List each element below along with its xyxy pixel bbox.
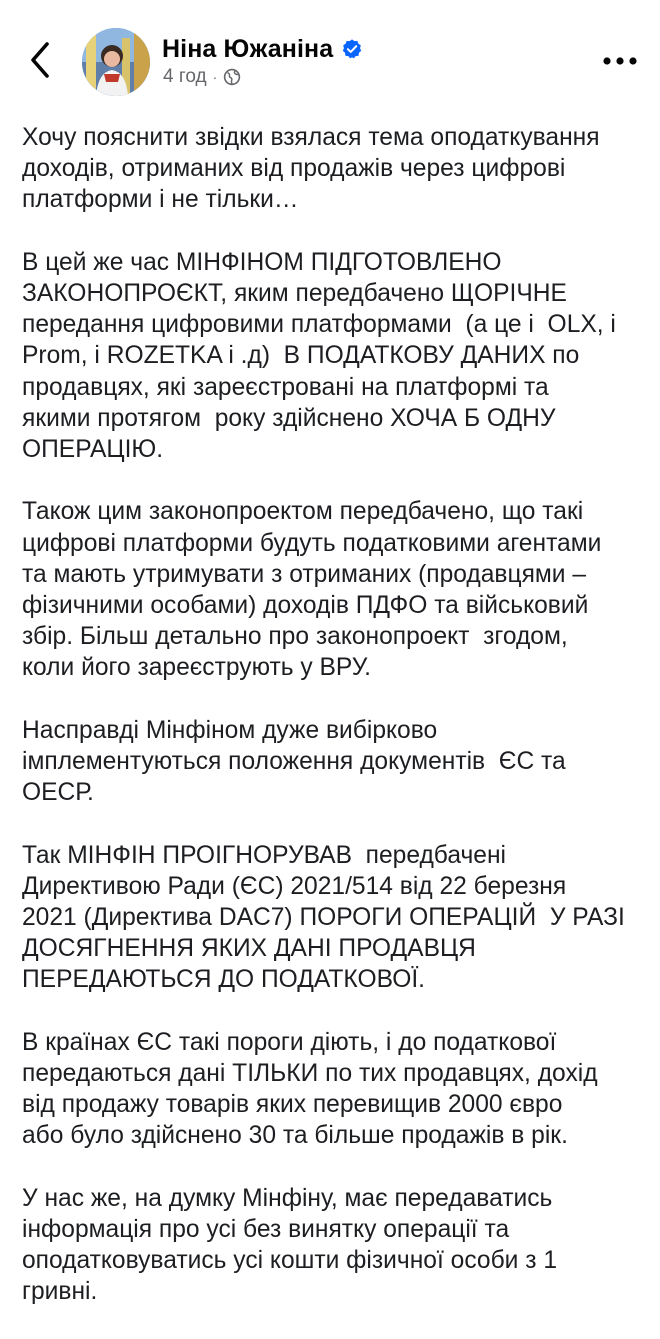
post-text-line: Prom, і ROZETKA і .д) В ПОДАТКОВУ ДАНИХ по bbox=[22, 342, 580, 370]
post-text-line: оподатковуватись усі кошти фізичної особи з 1 bbox=[22, 1247, 558, 1275]
post-text-line: імплементуються положення документів ЄС та bbox=[22, 748, 566, 776]
post-text-line: Так МІНФІН ПРОІГНОРУВАВ передбачені bbox=[22, 841, 507, 869]
post-text-line: Також цим законопроектом передбачено, що такі bbox=[22, 498, 584, 526]
avatar[interactable] bbox=[82, 28, 150, 96]
post-text-line: Насправді Мінфіном дуже вибірково bbox=[22, 716, 438, 744]
post-paragraph bbox=[22, 496, 644, 683]
post-text-line: від продажу товарів яких перевищив 2000 євро bbox=[22, 1091, 563, 1119]
post-text-line: доходів, отриманих від продажів через цифрові bbox=[22, 155, 566, 183]
chevron-left-icon bbox=[22, 38, 62, 82]
post-text-line: продавцях, які зареєстровані на платформі та bbox=[22, 373, 549, 401]
post-timestamp[interactable]: 4 год bbox=[163, 66, 207, 87]
meta-separator: · bbox=[212, 69, 218, 85]
post-text-line: або було здійснено 30 та більше продажів в рік. bbox=[22, 1122, 568, 1150]
post-text-line: коли його зареєструють у ВРУ. bbox=[22, 654, 371, 682]
post-text-line: цифрові платформи будуть податковими агентами bbox=[22, 529, 602, 557]
post-text-line: гривні. bbox=[22, 1278, 98, 1306]
post-text-line: фізичними особами) доходів ПДФО та військовий bbox=[22, 592, 589, 620]
post-text-line: ДОСЯГНЕННЯ ЯКИХ ДАНІ ПРОДАВЦЯ bbox=[22, 935, 476, 963]
author-row bbox=[162, 32, 363, 66]
post-text-line: В цей же час МІНФІНОМ ПІДГОТОВЛЕНО bbox=[22, 248, 502, 276]
post-text-line: якими протягом року здійснено ХОЧА Б ОДНУ bbox=[22, 404, 556, 432]
more-horizontal-icon bbox=[600, 48, 640, 74]
post-paragraph bbox=[22, 1183, 644, 1308]
post-text-line: В країнах ЄС такі пороги діють, і до податкової bbox=[22, 1028, 557, 1056]
post-paragraph bbox=[22, 840, 644, 996]
post-text-line: ОПЕРАЦІЮ. bbox=[22, 436, 164, 464]
post-meta bbox=[163, 64, 241, 90]
post-text-line: інформація про усі без винятку операції та bbox=[22, 1216, 510, 1244]
post-paragraph bbox=[22, 122, 644, 216]
verified-badge-icon bbox=[341, 38, 363, 60]
post-header bbox=[0, 0, 660, 118]
post-text-line: У нас же, на думку Мінфіну, має передаватись bbox=[22, 1184, 553, 1212]
post-text-line: платформи і не тільки… bbox=[22, 186, 299, 214]
post-text-line: ОЕСР. bbox=[22, 779, 94, 807]
post-paragraph bbox=[22, 715, 644, 809]
post-text-line: Хочу пояснити звідки взялася тема оподаткування bbox=[22, 124, 600, 151]
post-text bbox=[22, 122, 644, 1339]
post-text-line: Директивою Ради (ЄС) 2021/514 від 22 березня bbox=[22, 872, 567, 900]
post-text-line: передаються дані ТІЛЬКИ по тих продавцях, дохід bbox=[22, 1060, 598, 1088]
author-name[interactable]: Ніна Южаніна bbox=[162, 34, 334, 63]
back-button[interactable] bbox=[22, 38, 62, 82]
post-text-line: збір. Більш детально про законопроект згодом, bbox=[22, 623, 568, 651]
post-text-line: ПЕРЕДАЮТЬСЯ ДО ПОДАТКОВОЇ. bbox=[22, 966, 425, 994]
globe-icon[interactable] bbox=[223, 68, 241, 86]
post-text-line: ЗАКОНОПРОЄКТ, яким передбачено ЩОРІЧНЕ bbox=[22, 280, 567, 307]
avatar-photo bbox=[82, 28, 150, 96]
post-text-line: та мають утримувати з отриманих (продавцями – bbox=[22, 560, 587, 588]
post-text-line: 2021 (Директива DAC7) ПОРОГИ ОПЕРАЦІЙ У РАЗІ bbox=[22, 904, 625, 932]
post-paragraph bbox=[22, 1027, 644, 1152]
more-options-button[interactable] bbox=[600, 48, 640, 74]
post-paragraph bbox=[22, 247, 644, 465]
post-text-line: передання цифровими платформами (а це і OLX, і bbox=[22, 311, 616, 339]
